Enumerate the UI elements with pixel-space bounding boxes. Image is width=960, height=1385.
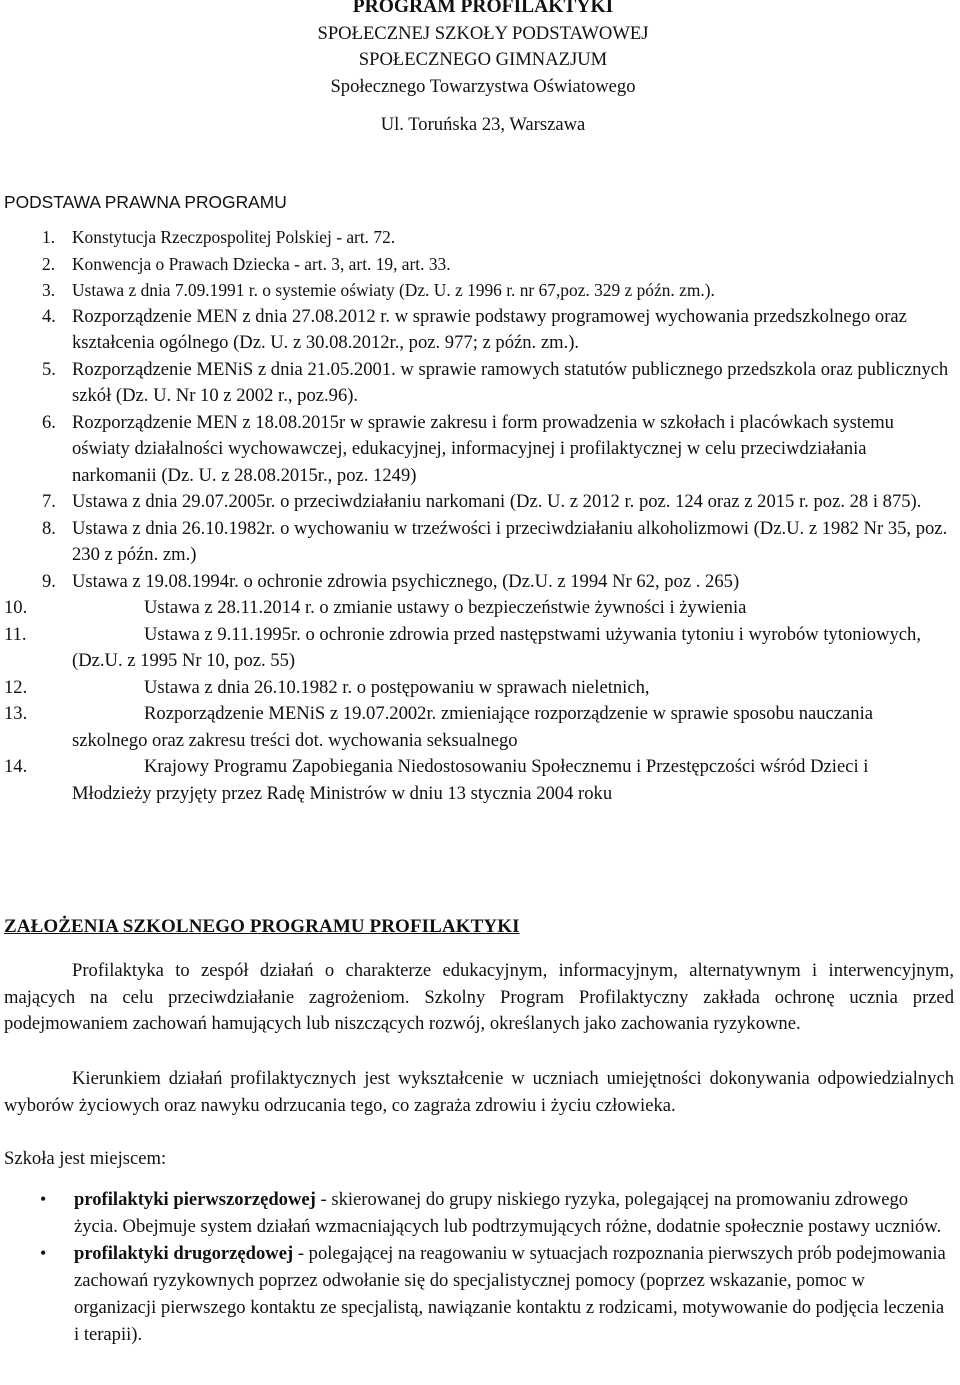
item-number: 5. [42, 358, 56, 380]
list-item [0, 304, 950, 357]
item-number: 12. [4, 676, 28, 698]
list-item [0, 489, 950, 516]
document-title: PROGRAM PROFILAKTYKI [352, 0, 614, 17]
item-text: Ustawa z dnia 26.10.1982 r. o postępowaniu w sprawach nieletnich, [144, 676, 650, 698]
term: profilaktyki pierwszorzędowej [74, 1189, 316, 1210]
school-name-line-2: SPOŁECZNEGO GIMNAZJUM [358, 49, 608, 70]
item-number: 1. [42, 227, 56, 247]
item-number: 3. [42, 280, 56, 300]
description: - polegającej na reagowaniu w sytuacjach rozpoznania pierwszych prób podejmowania zachowań ryzykownych poprzez odwołanie się do specjalistycznej pomocy (poprzez wskazanie, pomoc w organizacji pierwszego kontaktu ze specjalistą, nawiązanie kontaktu z rodzicami, motywowanie do podjęcia leczenia i terapii). [74, 1243, 946, 1345]
term: profilaktyki drugorzędowej [74, 1243, 294, 1264]
item-number: 9. [42, 570, 56, 592]
list-item [0, 410, 950, 490]
document-header [0, 0, 960, 139]
assumptions-heading: ZAŁOŻENIA SZKOLNEGO PROGRAMU PROFILAKTYKI [4, 916, 520, 937]
paragraph-text: Kierunkiem działań profilaktycznych jest wykształcenie w uczniach umiejętności dokonywania odpowiedzialnych wyborów życiowych oraz nawyku odrzucania tego, co zagraża zdrowiu i życiu człowieka. [4, 1068, 954, 1116]
item-number: 8. [42, 517, 56, 539]
list-item [0, 251, 950, 278]
item-text: Krajowy Programu Zapobiegania Niedostosowaniu Społecznemu i Przestępczości wśród Dzieci i Młodzieży przyjęty przez Radę Ministrów w dniu 13 stycznia 2004 roku [72, 756, 869, 804]
item-text: Ustawa z dnia 7.09.1991 r. o systemie oświaty (Dz. U. z 1996 r. nr 67,poz. 329 z późn. zm.). [72, 280, 715, 300]
item-number: 4. [42, 305, 56, 327]
bullet-icon: • [40, 1243, 47, 1263]
paragraph [4, 1066, 954, 1119]
list-item [0, 595, 950, 622]
list-item [0, 569, 950, 596]
item-number: 14. [4, 756, 28, 777]
item-number: 10. [4, 597, 28, 618]
item-number: 11. [4, 623, 27, 645]
item-text: Ustawa z dnia 26.10.1982r. o wychowaniu w trzeźwości i przeciwdziałaniu alkoholizmowi (Dz.U. z 1982 Nr 35, poz. 230 z późn. zm.) [72, 517, 948, 565]
list-item [0, 277, 950, 304]
item-number: 13. [4, 703, 28, 724]
organization-name: Społecznego Towarzystwa Oświatowego [330, 75, 636, 97]
legal-basis-list [0, 224, 950, 807]
list-item [0, 622, 950, 675]
item-text: Ustawa z 19.08.1994r. o ochronie zdrowia psychicznego, (Dz.U. z 1994 Nr 62, poz . 265) [72, 570, 740, 592]
item-text: Rozporządzenie MENiS z 19.07.2002r. zmieniające rozporządzenie w sprawie sposobu nauczania szkolnego oraz zakresu treści dot. wychowania seksualnego [72, 703, 874, 751]
item-text: Konstytucja Rzeczpospolitej Polskiej - art. 72. [72, 227, 396, 247]
school-name-line-1: SPOŁECZNEJ SZKOŁY PODSTAWOWEJ [317, 22, 649, 44]
list-item [0, 357, 950, 410]
item-text: Ustawa z 28.11.2014 r. o zmianie ustawy o bezpieczeństwie żywności i żywienia [144, 597, 747, 618]
list-item [0, 1240, 950, 1348]
bullet-icon: • [40, 1189, 47, 1209]
item-text: Rozporządzenie MEN z dnia 27.08.2012 r. w sprawie podstawy programowej wychowania przedszkolnego oraz kształcenia ogólnego (Dz. U. z 30.08.2012r., poz. 977; z późn. zm.). [72, 305, 907, 353]
item-text: Rozporządzenie MENiS z dnia 21.05.2001. w sprawie ramowych statutów publicznego przedszkola oraz publicznych szkół (Dz. U. Nr 10 z 2002 r., poz.96). [72, 358, 949, 406]
item-text: Ustawa z dnia 29.07.2005r. o przeciwdziałaniu narkomani (Dz. U. z 2012 r. poz. 124 oraz z 2015 r. poz. 28 i 875). [72, 491, 922, 512]
paragraph [4, 958, 954, 1038]
list-item [0, 675, 950, 702]
legal-basis-heading: PODSTAWA PRAWNA PROGRAMU [4, 192, 287, 212]
description: - skierowanej do grupy niskiego ryzyka, polegającej na promowaniu zdrowego życia. Obejmuje system działań wzmacniających lub podtrzymujących różne, dodatnie społecznie postawy uczniów. [74, 1189, 942, 1237]
list-item [0, 224, 950, 251]
list-item [0, 754, 950, 807]
item-text: Ustawa z 9.11.1995r. o ochronie zdrowia przed następstwami używania tytoniu i wyrobów tytoniowych, (Dz.U. z 1995 Nr 10, poz. 55) [72, 623, 921, 671]
item-number: 6. [42, 411, 56, 433]
address: Ul. Toruńska 23, Warszawa [380, 114, 586, 135]
item-text: Konwencja o Prawach Dziecka - art. 3, art. 19, art. 33. [72, 253, 451, 274]
paragraph [4, 1146, 954, 1173]
list-item [0, 701, 950, 754]
item-text: Rozporządzenie MEN z 18.08.2015r w sprawie zakresu i form prowadzenia w szkołach i placówkach systemu oświaty działalności wychowawczej, edukacyjnej, informacyjnej i profilaktycznej w celu przeciwdziałania narkomanii (Dz. U. z 28.08.2015r., poz. 1249) [72, 411, 894, 486]
item-number: 2. [42, 253, 56, 274]
paragraph-text: Szkoła jest miejscem: [4, 1148, 167, 1169]
prevention-list [0, 1186, 950, 1348]
item-number: 7. [42, 491, 56, 512]
list-item [0, 1186, 950, 1240]
list-item [0, 516, 950, 569]
paragraph-text: Profilaktyka to zespół działań o charakterze edukacyjnym, informacyjnym, alternatywnym i interwencyjnym, mających na celu przeciwdziałanie zagrożeniom. Szkolny Program Profilaktyczny zakłada ochronę ucznia przed podejmowaniem zachowań hamujących lub niszczących rozwój, określanych jako zachowania ryzykowne. [4, 960, 954, 1034]
